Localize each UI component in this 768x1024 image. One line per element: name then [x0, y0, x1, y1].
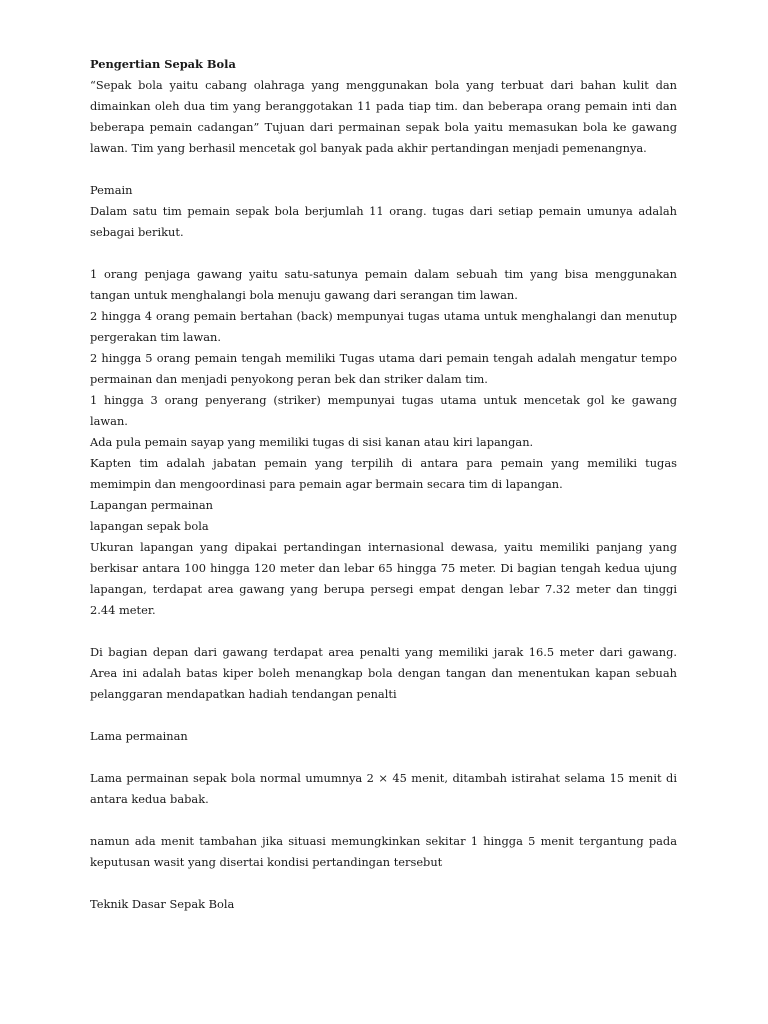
spacer	[90, 873, 677, 894]
role-defender: 2 hingga 4 orang pemain bertahan (back) mempunyai tugas utama untuk menghalangi dan menutup pergerakan tim lawan.	[90, 309, 677, 344]
intro-paragraph: “Sepak bola yaitu cabang olahraga yang menggunakan bola yang terbuat dari bahan kulit dan dimainkan oleh dua tim yang beranggotakan 11 pada tiap tim. dan beberapa orang pemain inti dan beberapa pemain cadangan” Tujuan dari permainan sepak bola yaitu memasukan bola ke gawang lawan. Tim yang berhasil mencetak gol banyak pada akhir pertandingan menjadi pemenangnya.	[90, 78, 677, 155]
document-title: Pengertian Sepak Bola	[90, 57, 236, 71]
document-page	[90, 54, 677, 915]
role-goalkeeper: 1 orang penjaga gawang yaitu satu-satunya pemain dalam sebuah tim yang bisa menggunakan tangan untuk menghalangi bola menuju gawang dari serangan tim lawan.	[90, 267, 677, 302]
penalti-paragraph: Di bagian depan dari gawang terdapat area penalti yang memiliki jarak 16.5 meter dari gawang. Area ini adalah batas kiper boleh menangkap bola dengan tangan dan menentukan kapan sebuah pelanggaran mendapatkan hadiah tendangan penalti	[90, 645, 677, 701]
spacer	[90, 621, 677, 642]
teknik-heading: Teknik Dasar Sepak Bola	[90, 897, 235, 911]
tambahan-paragraph: namun ada menit tambahan jika situasi memungkinkan sekitar 1 hingga 5 menit tergantung pada keputusan wasit yang disertai kondisi pertandingan tersebut	[90, 834, 677, 869]
spacer	[90, 159, 677, 180]
spacer	[90, 747, 677, 768]
pemain-intro-paragraph: Dalam satu tim pemain sepak bola berjumlah 11 orang. tugas dari setiap pemain umunya adalah sebagai berikut.	[90, 204, 677, 239]
role-striker: 1 hingga 3 orang penyerang (striker) mempunyai tugas utama untuk mencetak gol ke gawang lawan.	[90, 393, 677, 428]
lama-paragraph: Lama permainan sepak bola normal umumnya 2 × 45 menit, ditambah istirahat selama 15 menit di antara kedua babak.	[90, 771, 677, 806]
spacer	[90, 243, 677, 264]
role-captain: Kapten tim adalah jabatan pemain yang terpilih di antara para pemain yang memiliki tugas memimpin dan mengoordinasi para pemain agar bermain secara tim di lapangan.	[90, 456, 677, 491]
lapangan-paragraph: Ukuran lapangan yang dipakai pertandingan internasional dewasa, yaitu memiliki panjang yang berkisar antara 100 hingga 120 meter dan lebar 65 hingga 75 meter. Di bagian tengah kedua ujung lapangan, terdapat area gawang yang berupa persegi empat dengan lebar 7.32 meter dan tinggi 2.44 meter.	[90, 540, 677, 617]
lama-heading: Lama permainan	[90, 729, 188, 743]
spacer	[90, 705, 677, 726]
role-midfielder: 2 hingga 5 orang pemain tengah memiliki Tugas utama dari pemain tengah adalah mengatur tempo permainan dan menjadi penyokong peran bek dan striker dalam tim.	[90, 351, 677, 386]
lapangan-heading: Lapangan permainan	[90, 498, 213, 512]
pemain-heading: Pemain	[90, 183, 133, 197]
spacer	[90, 810, 677, 831]
lapangan-subheading: lapangan sepak bola	[90, 519, 209, 533]
role-winger: Ada pula pemain sayap yang memiliki tugas di sisi kanan atau kiri lapangan.	[90, 435, 534, 449]
